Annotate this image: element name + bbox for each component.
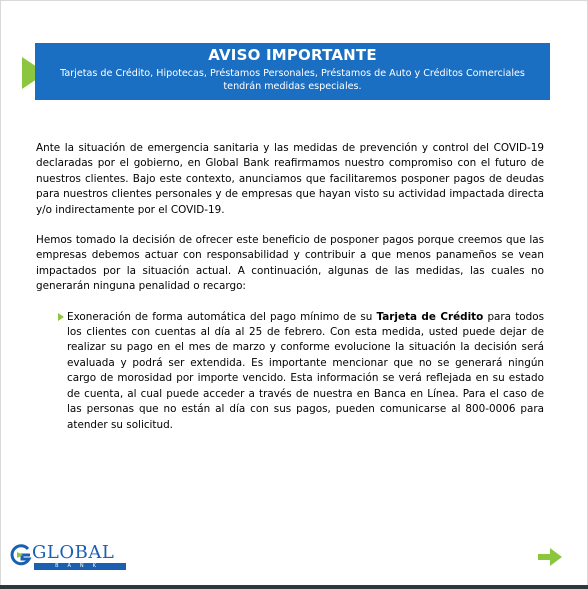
global-bank-logo [10,542,130,572]
notice-banner [35,43,550,100]
bullet-text-end: para todos los clientes con cuentas al día al 25 de febrero. Con esta medida, usted puede dejar de realizar su pago en el mes de marzo y conforme evolucione la situación la decisión será evaluada y podrá ser extendida. Es importante mencionar que no se generará ningún cargo de morosidad por importe vencido. Esta información se verá reflejada en su estado de cuenta, al cual puede acceder a través de nuestra en Banca en Línea. Para el caso de las personas que no están al día con sus pagos, pueden comunicarse al 800-0006 para atender su solicitud. [67,310,544,431]
triangle-bullet-icon [58,313,64,321]
logo-wordmark: GLOBAL [32,542,115,563]
global-bank-mark-icon [10,544,32,566]
banner-title: AVISO IMPORTANTE [208,46,377,64]
banner-subtitle: Tarjetas de Crédito, Hipotecas, Préstamos Personales, Préstamos de Auto y Créditos Comerciales tendrán medidas especiales. [60,68,525,92]
notice-body [36,141,544,433]
list-item [58,310,544,433]
bullet-text-bold: Tarjeta de Crédito [376,310,484,323]
bullet-text-start: Exoneración de forma automática del pago mínimo de su [67,310,377,323]
logo-subtext: BANK [34,563,126,570]
arrow-right-icon[interactable] [538,548,562,566]
paragraph-measures: Hemos tomado la decisión de ofrecer este beneficio de posponer pagos porque creemos que las empresas debemos actuar con responsabilidad y contribuir a que menos panameños se vean impactados por la situación actual. A continuación, algunas de las medidas, las cuales no generarán ninguna penalidad o recargo: [36,234,544,293]
paragraph-intro: Ante la situación de emergencia sanitaria y las medidas de prevención y control del COVID-19 declaradas por el gobierno, en Global Bank reafirmamos nuestro compromiso con el futuro de nuestros clientes. Bajo este contexto, anunciamos que facilitaremos posponer pagos de deudas para nuestros clientes personales y de empresas que hayan visto su actividad impactada directa y/o indirectamente por el COVID-19. [36,142,544,216]
bullet-text [67,310,544,433]
bottom-border [0,585,588,589]
